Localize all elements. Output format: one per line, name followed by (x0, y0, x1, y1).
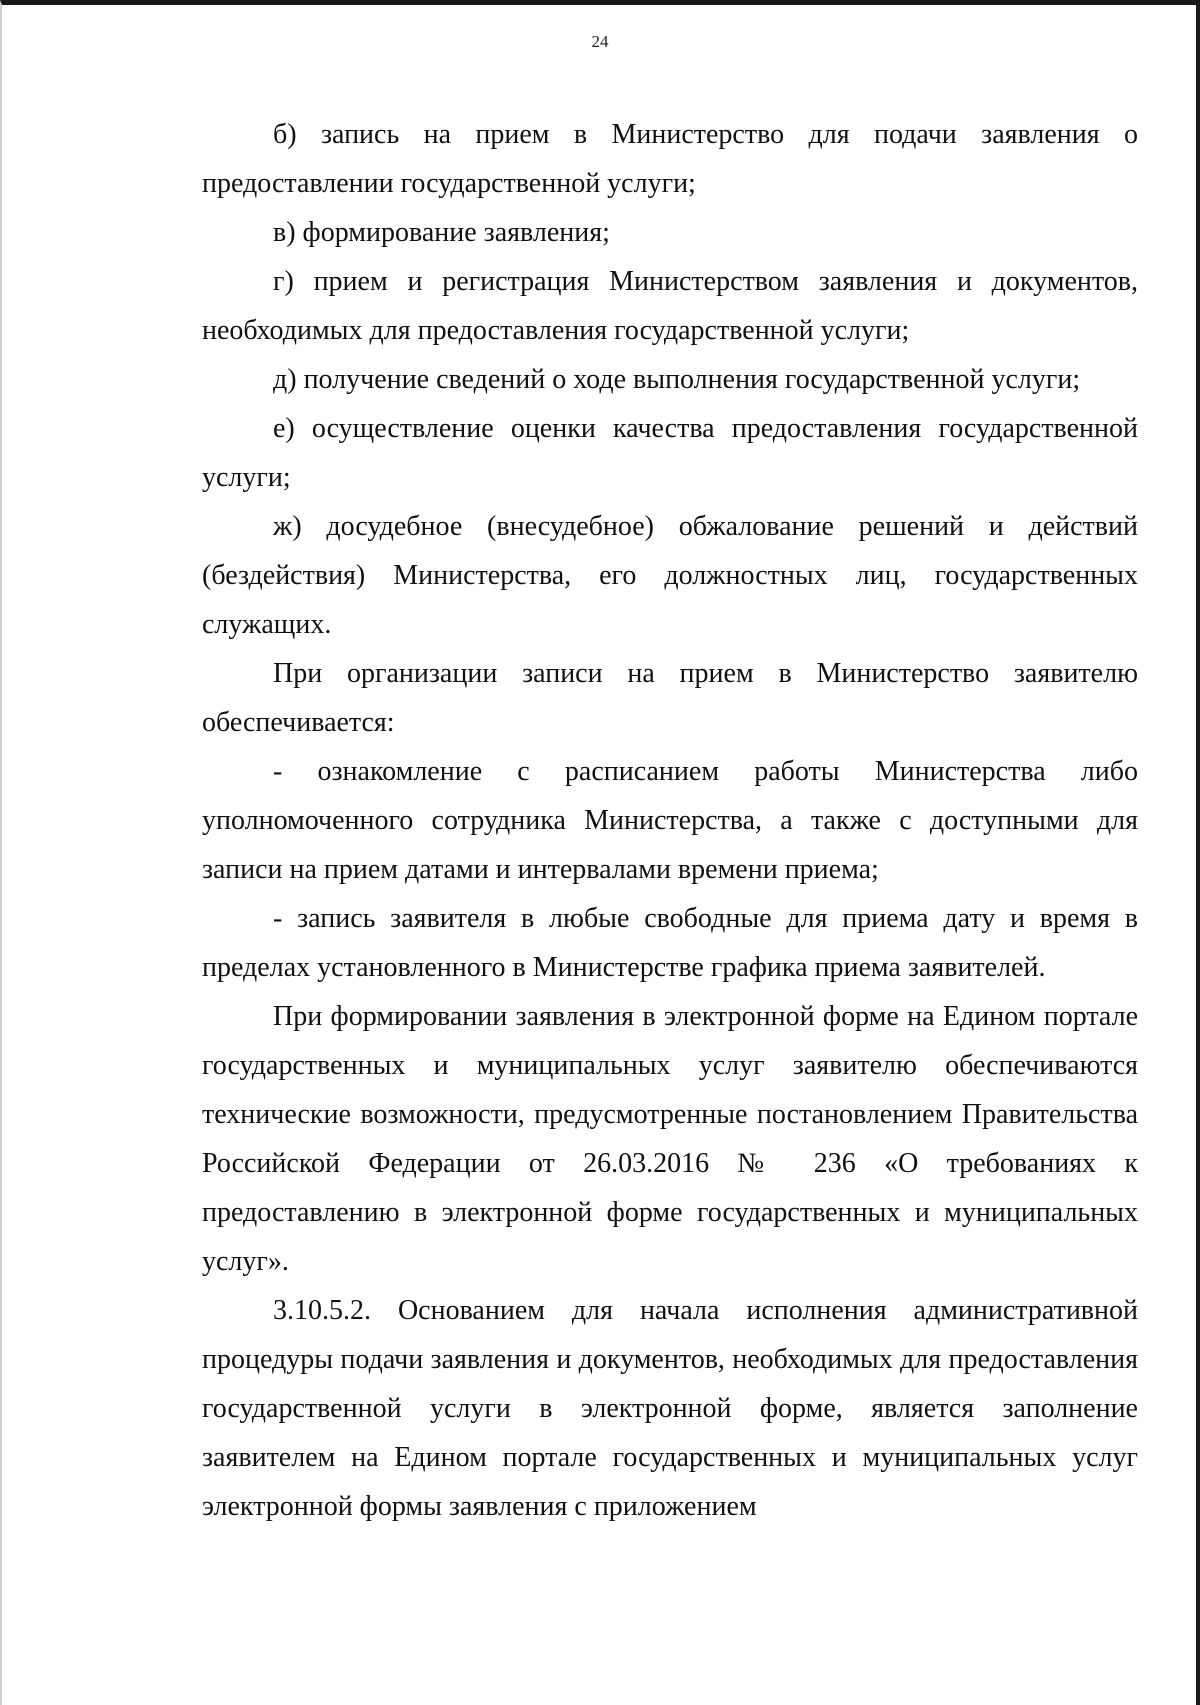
paragraph-item-g: г) прием и регистрация Министерством заявления и документов, необходимых для предоставления государственной услуги; (202, 266, 1138, 346)
paragraph-item-zh: ж) досудебное (внесудебное) обжалование решений и действий (бездействия) Министерства, его должностных лиц, государственных служащих. (202, 511, 1138, 640)
paragraph-item-d: д) получение сведений о ходе выполнения государственной услуги; (273, 364, 1081, 395)
page-number: 24 (591, 32, 609, 51)
paragraph-item-v: в) формирование заявления; (273, 217, 610, 248)
paragraph-bullet-schedule: - ознакомление с расписанием работы Министерства либо уполномоченного сотрудника Министерства, а также с доступными для записи на прием датами и интервалами времени приема; (202, 756, 1138, 885)
paragraph-item-b: б) запись на прием в Министерство для подачи заявления о предоставлении государственной услуги; (202, 119, 1138, 199)
paragraph-form-portal: При формировании заявления в электронной форме на Едином портале государственных и муниципальных услуг заявителю обеспечиваются технические возможности, предусмотренные постановлением Правительства Российской Федерации от 26.03.2016 № 236 «О требованиях к предоставлению в электронной форме государственных и муниципальных услуг». (202, 1001, 1138, 1277)
paragraph-item-e: е) осуществление оценки качества предоставления государственной услуги; (202, 413, 1138, 493)
paragraph-bullet-booking: - запись заявителя в любые свободные для приема дату и время в пределах установленного в Министерстве графика приема заявителей. (202, 903, 1138, 983)
document-body (202, 110, 1138, 1531)
paragraph-section-3-10-5-2: 3.10.5.2. Основанием для начала исполнения административной процедуры подачи заявления и документов, необходимых для предоставления государственной услуги в электронной форме, является заполнение заявителем на Едином портале государственных и муниципальных услуг электронной формы заявления с приложением (202, 1295, 1138, 1522)
paragraph-appointment-intro: При организации записи на прием в Министерство заявителю обеспечивается: (202, 658, 1138, 738)
